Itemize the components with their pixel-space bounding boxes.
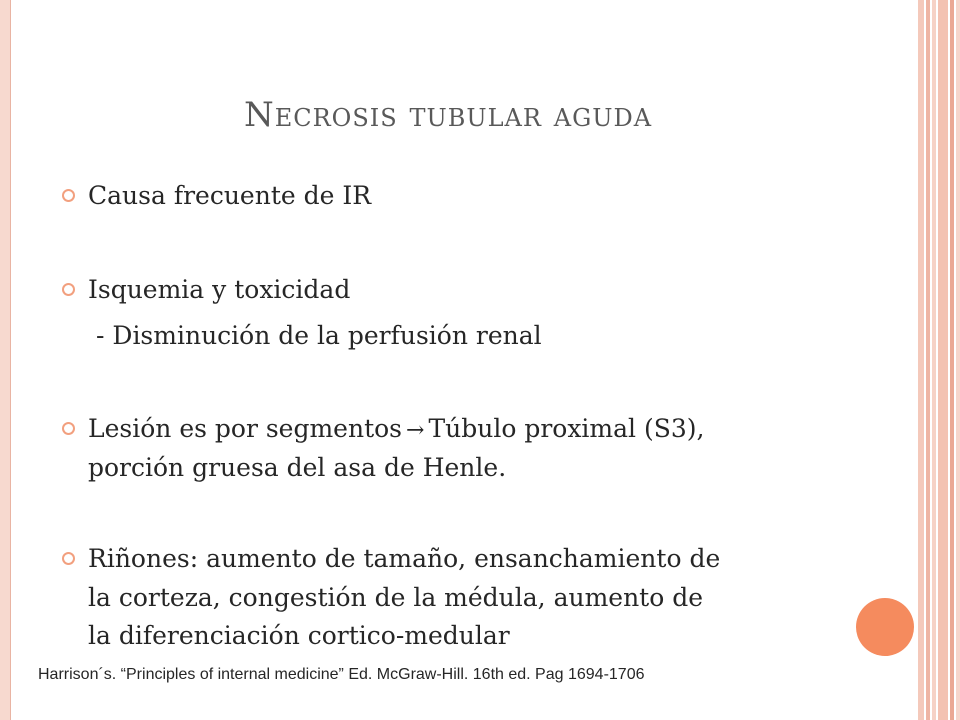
bullet-text-line: porción gruesa del asa de Henle.	[88, 453, 507, 482]
bullet-text-line: la corteza, congestión de la médula, aumento de	[88, 583, 704, 612]
bullet-text-segment: Túbulo proximal (S3),	[428, 414, 705, 443]
bullet-circle-icon	[62, 189, 75, 202]
bullet-text-line: Riñones: aumento de tamaño, ensanchamiento de	[88, 544, 721, 573]
bullet-circle-icon	[62, 422, 75, 435]
arrow-right-icon: →	[406, 418, 425, 443]
bullet-text-segment: Lesión es por segmentos	[88, 414, 403, 443]
bullet-text-line: la diferenciación cortico-medular	[88, 621, 510, 650]
bullet-text-line	[88, 410, 704, 449]
bullet-circle-icon	[62, 552, 75, 565]
bullet-circle-icon	[62, 283, 75, 296]
bullet-text: Isquemia y toxicidad	[88, 275, 351, 304]
slide-title: Necrosis tubular aguda	[243, 95, 653, 135]
bullet-text: Causa frecuente de IR	[88, 181, 372, 210]
sub-bullet-text: - Disminución de la perfusión renal	[96, 321, 542, 350]
reference-footer: Harrison´s. “Principles of internal medicine” Ed. McGraw-Hill. 16th ed. Pag 1694-1706	[38, 666, 645, 683]
